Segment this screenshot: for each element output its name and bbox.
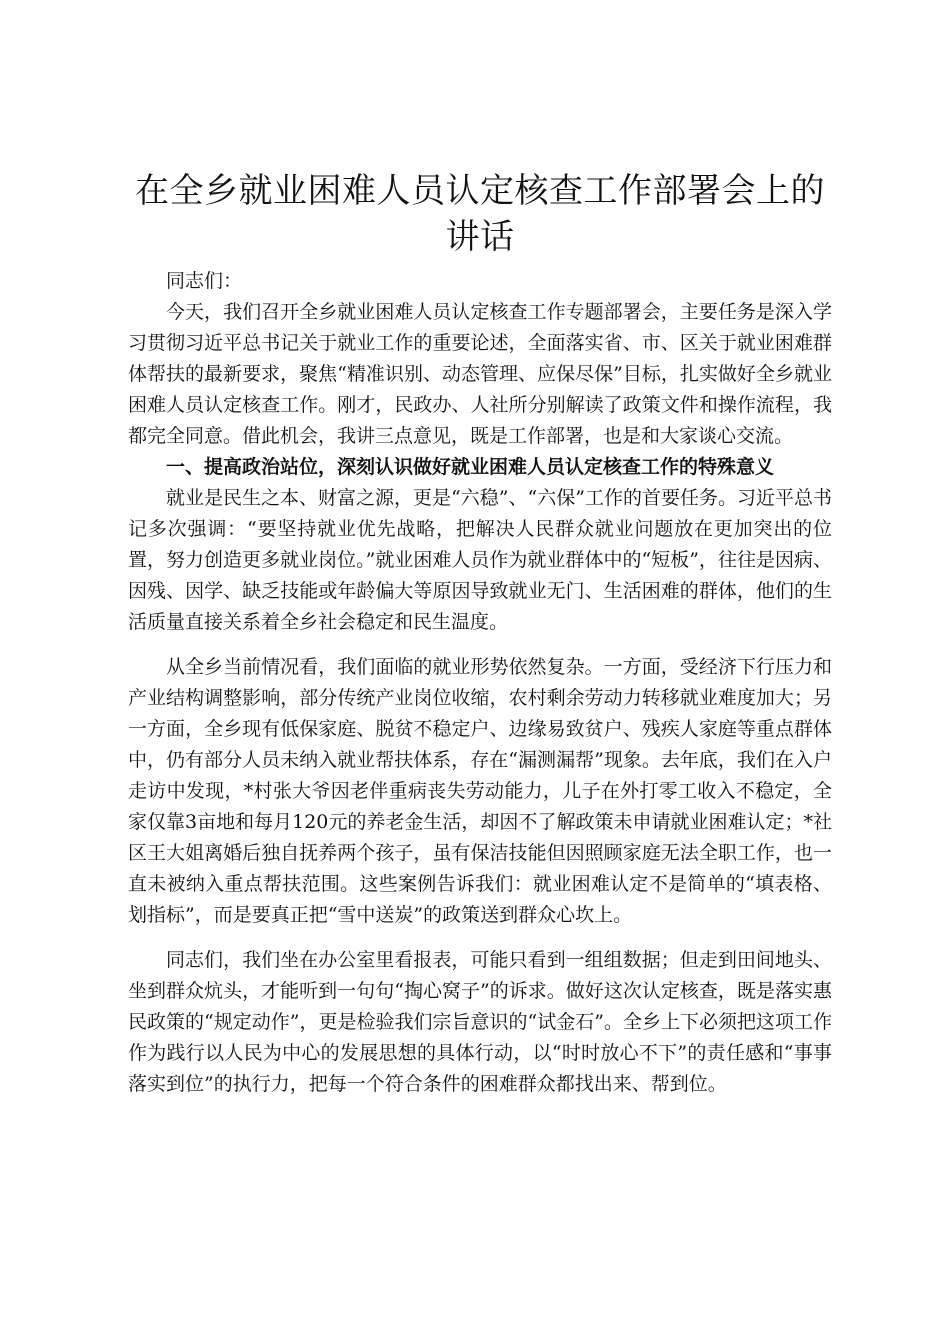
paragraph-intro: 今天，我们召开全乡就业困难人员认定核查工作专题部署会，主要任务是深入学习贯彻习近平总书记关于就业工作的重要论述，全面落实省、市、区关于就业困难群体帮扶的最新要求，聚焦“精准识别、动态管理、应保尽保”目标，扎实做好全乡就业困难人员认定核查工作。刚才，民政办、人社所分别解读了政策文件和操作流程，我都完全同意。借此机会，我讲三点意见，既是工作部署，也是和大家谈心交流。 [128, 301, 832, 447]
salutation: 同志们： [166, 270, 243, 292]
paragraph-call-to-action: 同志们，我们坐在办公室里看报表，可能只看到一组组数据；但走到田间地头、坐到群众炕头，才能听到一句句“掏心窝子”的诉求。做好这次认定核查，既是落实惠民政策的“规定动作”，更是检验我们宗旨意识的“试金石”。全乡上下必须把这项工作作为践行以人民为中心的发展思想的具体行动，以“时时放心不下”的责任感和“事事落实到位”的执行力，把每一个符合条件的困难群众都找出来、帮到位。 [128, 949, 832, 1095]
paragraph-significance: 就业是民生之本、财富之源，更是“六稳”、“六保”工作的首要任务。习近平总书记多次强调：“要坚持就业优先战略，把解决人民群众就业问题放在更加突出的位置，努力创造更多就业岗位。”就业困难人员作为就业群体中的“短板”，往往是因病、因残、因学、缺乏技能或年龄偏大等原因导致就业无门、生活困难的群体，他们的生活质量直接关系着全乡社会稳定和民生温度。 [128, 487, 832, 633]
document-title: 在全乡就业困难人员认定核查工作部署会上的讲话 [135, 171, 825, 257]
section-heading-1: 一、提高政治站位，深刻认识做好就业困难人员认定核查工作的特殊意义 [166, 456, 775, 478]
paragraph-situation: 从全乡当前情况看，我们面临的就业形势依然复杂。一方面，受经济下行压力和产业结构调整影响，部分传统产业岗位收缩，农村剩余劳动力转移就业难度加大；另一方面，全乡现有低保家庭、脱贫不稳定户、边缘易致贫户、残疾人家庭等重点群体中，仍有部分人员未纳入就业帮扶体系，存在“漏测漏帮”现象。去年底，我们在入户走访中发现，*村张大爷因老伴重病丧失劳动能力，儿子在外打零工收入不稳定，全家仅靠3亩地和每月120元的养老金生活，却因不了解政策未申请就业困难认定；*社区王大姐离婚后独自抚养两个孩子，虽有保洁技能但因照顾家庭无法全职工作，也一直未被纳入重点帮扶范围。这些案例告诉我们：就业困难认定不是简单的“填表格、划指标”，而是要真正把“雪中送炭”的政策送到群众心坎上。 [128, 656, 832, 926]
document-page [128, 168, 832, 1100]
